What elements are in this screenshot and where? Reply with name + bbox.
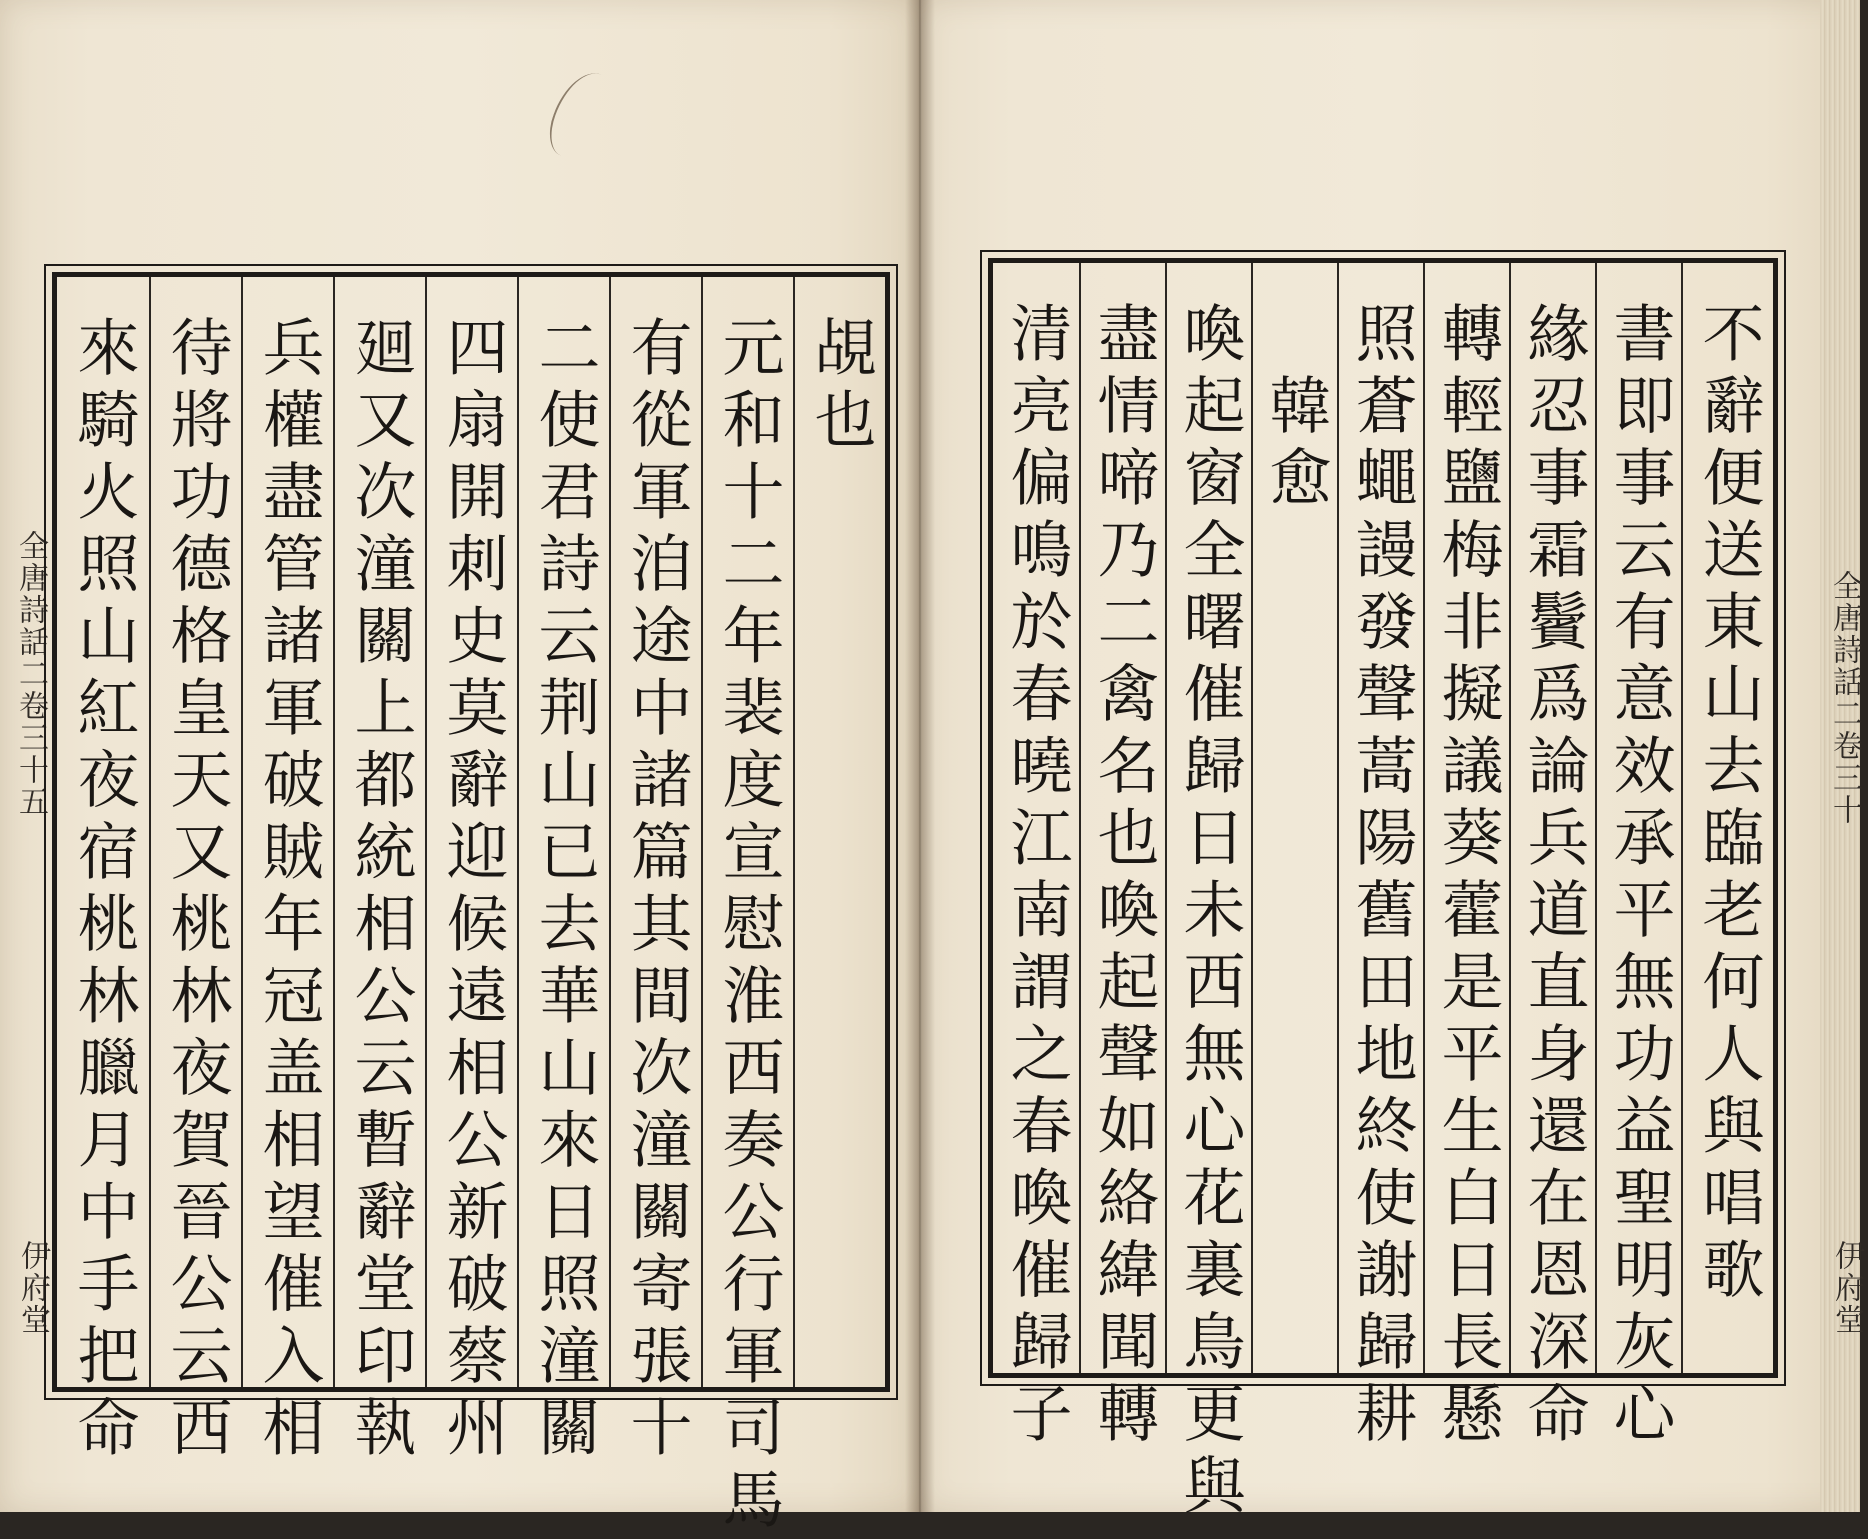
text-column [1251, 263, 1337, 1373]
column-text: 四扇開刺史莫辭迎候遠相公新破蔡州 [436, 315, 509, 1467]
column-text: 廻又次潼關上都統相公云暫辭堂印執 [344, 315, 417, 1467]
text-column [1337, 263, 1423, 1453]
text-column [1423, 263, 1509, 1453]
right-margin-title: 全唐詩話二卷三十 [1827, 570, 1862, 826]
right-margin-publisher: 伊府堂 [1829, 1240, 1864, 1336]
column-text: 清亮偏鳴於春曉江南謂之春喚催歸子 [1000, 301, 1073, 1453]
column-text: 緣忍事霜鬢爲論兵道直身還在恩深命 [1517, 301, 1590, 1453]
author-name: 韓愈 [1259, 373, 1332, 517]
column-text: 喚起窗全曙催歸日未西無心花裏鳥更與 [1173, 301, 1246, 1525]
column-text: 不辭便送東山去臨老何人與唱歌 [1692, 301, 1765, 1309]
column-text: 二使君詩云荆山已去華山來日照潼關 [528, 315, 601, 1467]
text-column [57, 277, 149, 1467]
column-text: 來騎火照山紅夜宿桃林臘月中手把命 [67, 315, 140, 1467]
text-column [701, 277, 793, 1539]
column-text: 覘也 [804, 315, 877, 459]
book-gutter [905, 0, 935, 1512]
column-text: 元和十二年裴度宣慰淮西奏公行軍司馬 [712, 315, 785, 1539]
text-column [609, 277, 701, 1467]
text-column [793, 277, 885, 1387]
text-column [1595, 263, 1681, 1453]
left-margin-title: 全唐詩話二卷三十五 [13, 530, 48, 818]
text-column [1509, 263, 1595, 1453]
column-text: 待將功德格皇天又桃林夜賀晉公云西 [160, 315, 233, 1467]
left-text-frame [52, 272, 890, 1539]
text-column [1165, 263, 1251, 1525]
text-column [425, 277, 517, 1467]
text-column [241, 277, 333, 1467]
column-text: 兵權盡管諸軍破賊年冠盖相望催入相 [252, 315, 325, 1467]
text-column [993, 263, 1079, 1453]
column-text: 照蒼蠅謾發聲蒿陽舊田地終使謝歸耕 [1345, 301, 1418, 1453]
left-margin-publisher: 伊府堂 [15, 1240, 50, 1336]
text-column [1681, 263, 1773, 1373]
text-column [333, 277, 425, 1467]
right-text-frame [988, 258, 1778, 1525]
column-text: 轉輕鹽梅非擬議葵藿是平生白日長懸 [1431, 301, 1504, 1453]
column-text: 有從軍洎途中諸篇其間次潼關寄張十 [620, 315, 693, 1467]
text-column [149, 277, 241, 1467]
column-text: 書即事云有意效承平無功益聖明灰心 [1603, 301, 1676, 1453]
text-column [1079, 263, 1165, 1453]
column-text: 盡情啼乃二禽名也喚起聲如絡緯聞轉 [1087, 301, 1160, 1453]
text-column [517, 277, 609, 1467]
